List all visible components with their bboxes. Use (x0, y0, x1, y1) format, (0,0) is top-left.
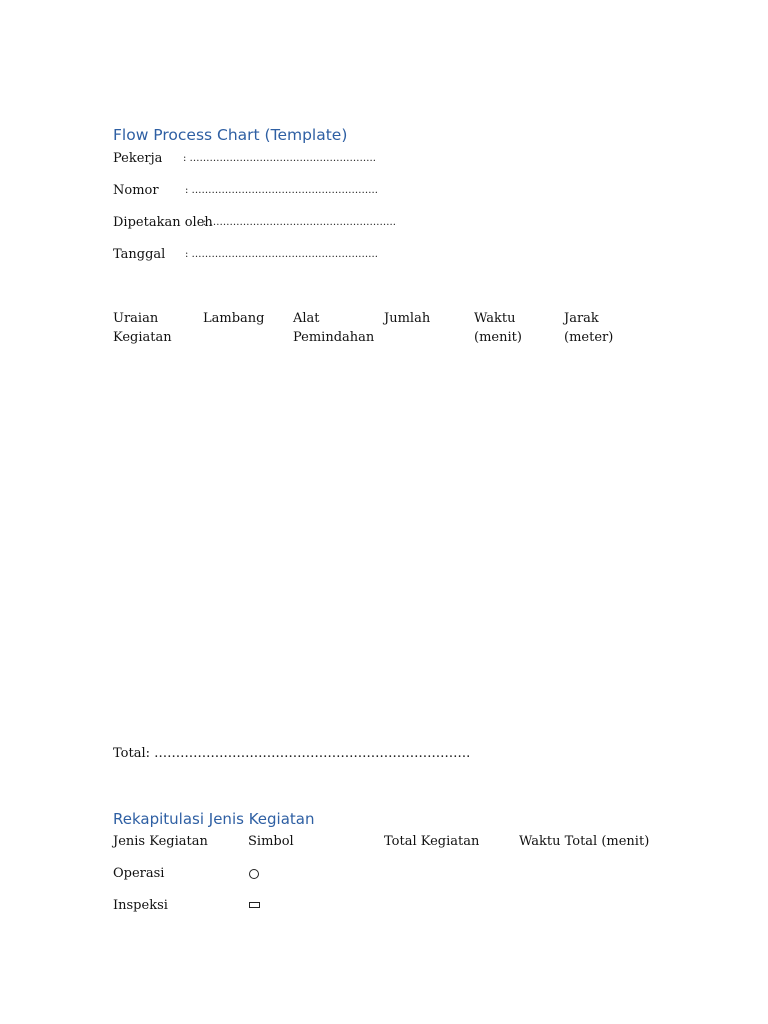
field-label-tanggal: Tanggal (113, 247, 166, 262)
recap-jenis-operasi: Operasi (113, 866, 165, 881)
recap-title: Rekapitulasi Jenis Kegiatan (113, 810, 315, 828)
field-value-tanggal[interactable]: : ……………………………………………….. (185, 249, 378, 260)
recap-col-waktu: Waktu Total (menit) (519, 834, 650, 849)
recap-col-total: Total Kegiatan (384, 834, 480, 849)
recap-col-simbol: Simbol (248, 834, 294, 849)
col-uraian-2: Kegiatan (113, 330, 172, 345)
field-value-pekerja[interactable]: : ……………………………………………….. (183, 153, 376, 164)
col-waktu-2: (menit) (474, 330, 522, 345)
recap-col-jenis: Jenis Kegiatan (113, 834, 208, 849)
rectangle-icon (249, 902, 260, 908)
col-uraian: Uraian (113, 311, 159, 326)
field-value-nomor[interactable]: : ……………………………………………….. (185, 185, 378, 196)
circle-icon (249, 869, 259, 879)
col-jarak-2: (meter) (564, 330, 614, 345)
col-alat: Alat (293, 311, 320, 326)
field-label-dipetakan: Dipetakan oleh (113, 215, 213, 230)
col-jumlah: Jumlah (384, 311, 431, 326)
col-lambang: Lambang (203, 311, 265, 326)
field-value-dipetakan[interactable]: : ……………………………………………….. (203, 217, 396, 228)
recap-jenis-inspeksi: Inspeksi (113, 898, 168, 913)
field-label-pekerja: Pekerja (113, 151, 163, 166)
col-waktu: Waktu (474, 311, 516, 326)
col-alat-2: Pemindahan (293, 330, 375, 345)
total-line[interactable]: Total: ………………………………………………………………. (113, 746, 471, 761)
page-title: Flow Process Chart (Template) (113, 126, 348, 144)
field-label-nomor: Nomor (113, 183, 159, 198)
col-jarak: Jarak (564, 311, 599, 326)
